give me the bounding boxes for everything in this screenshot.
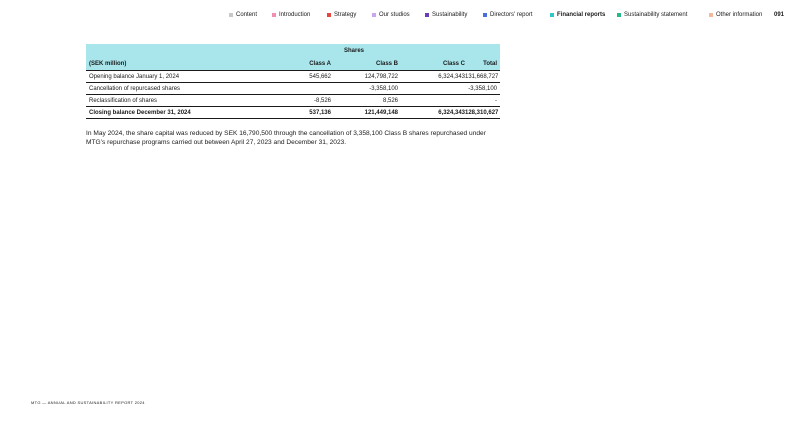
nav-item-label: Strategy: [334, 12, 357, 18]
nav-item-sustainability[interactable]: [425, 10, 467, 20]
nav-marker-icon: [327, 13, 331, 17]
column-header: Class B: [375, 61, 398, 67]
table-cell: -3,358,100: [369, 85, 398, 92]
nav-marker-icon: [617, 13, 621, 17]
nav-marker-icon: [229, 13, 233, 17]
nav-item-strategy[interactable]: [327, 10, 356, 20]
nav-item-other-information[interactable]: [709, 10, 762, 20]
nav-marker-icon: [550, 13, 554, 17]
nav-item-label: Introduction: [279, 12, 311, 18]
column-header: (SEK million): [89, 61, 127, 67]
body-paragraph: In May 2024, the share capital was reduced by SEK 16,790,500 through the cancellation of 3,358,100 Class B shares repurchased under MTG’s repurchase programs carried out between April 27, 2023 and December 31, 2023.: [86, 130, 486, 146]
table-cell: 131,668,727: [465, 73, 499, 80]
table-row: [86, 71, 500, 83]
nav-marker-icon: [483, 13, 487, 17]
table-cell: -: [495, 97, 497, 104]
nav-item-financial-reports[interactable]: [550, 10, 605, 20]
share-capital-table: [86, 44, 500, 119]
nav-item-label: Sustainability: [432, 12, 468, 18]
nav-item-label: Directors' report: [490, 12, 533, 18]
column-header: Class C: [442, 61, 465, 67]
table-group-header: [86, 44, 500, 58]
top-navigation: [0, 10, 800, 20]
page-number: 091: [774, 12, 785, 18]
nav-marker-icon: [272, 13, 276, 17]
table-cell: -8,526: [313, 97, 331, 104]
table-cell: 537,136: [309, 109, 331, 116]
column-header: Total: [483, 61, 497, 67]
table-cell: 8,526: [382, 97, 398, 104]
table-cell: 545,662: [309, 73, 331, 80]
table-row: [86, 95, 500, 107]
page-footer: MTG — ANNUAL AND SUSTAINABILITY REPORT 2024: [31, 400, 145, 405]
nav-item-sustainability-statement[interactable]: [617, 10, 687, 20]
table-cell: 6,324,343: [438, 73, 465, 80]
row-label: Reclassification of shares: [89, 97, 158, 104]
nav-item-directors-report[interactable]: [483, 10, 533, 20]
nav-item-introduction[interactable]: [272, 10, 310, 20]
table-cell: -3,358,100: [468, 85, 497, 92]
row-label: Opening balance January 1, 2024: [89, 73, 180, 80]
table-cell: 128,310,627: [465, 109, 499, 116]
nav-marker-icon: [372, 13, 376, 17]
nav-marker-icon: [709, 13, 713, 17]
table-cell: 121,449,148: [364, 109, 398, 116]
nav-item-content[interactable]: [229, 10, 257, 20]
table-row: [86, 83, 500, 95]
table-cell: 124,798,722: [364, 73, 398, 80]
row-label: Closing balance December 31, 2024: [89, 109, 191, 116]
column-header: Class A: [309, 61, 331, 67]
table-cell: 6,324,343: [438, 109, 465, 116]
nav-marker-icon: [425, 13, 429, 17]
nav-item-label: Our studios: [379, 12, 410, 18]
nav-item-label: Sustainability statement: [624, 12, 688, 18]
table-total-row: [86, 107, 500, 119]
row-label: Cancellation of repurcased shares: [89, 85, 181, 92]
nav-item-label: Content: [236, 12, 258, 18]
shares-group-label: Shares: [343, 48, 364, 54]
table-header-row: [86, 58, 500, 71]
nav-item-our-studios[interactable]: [372, 10, 410, 20]
nav-item-label: Other information: [716, 12, 763, 18]
nav-item-label: Financial reports: [557, 12, 606, 18]
